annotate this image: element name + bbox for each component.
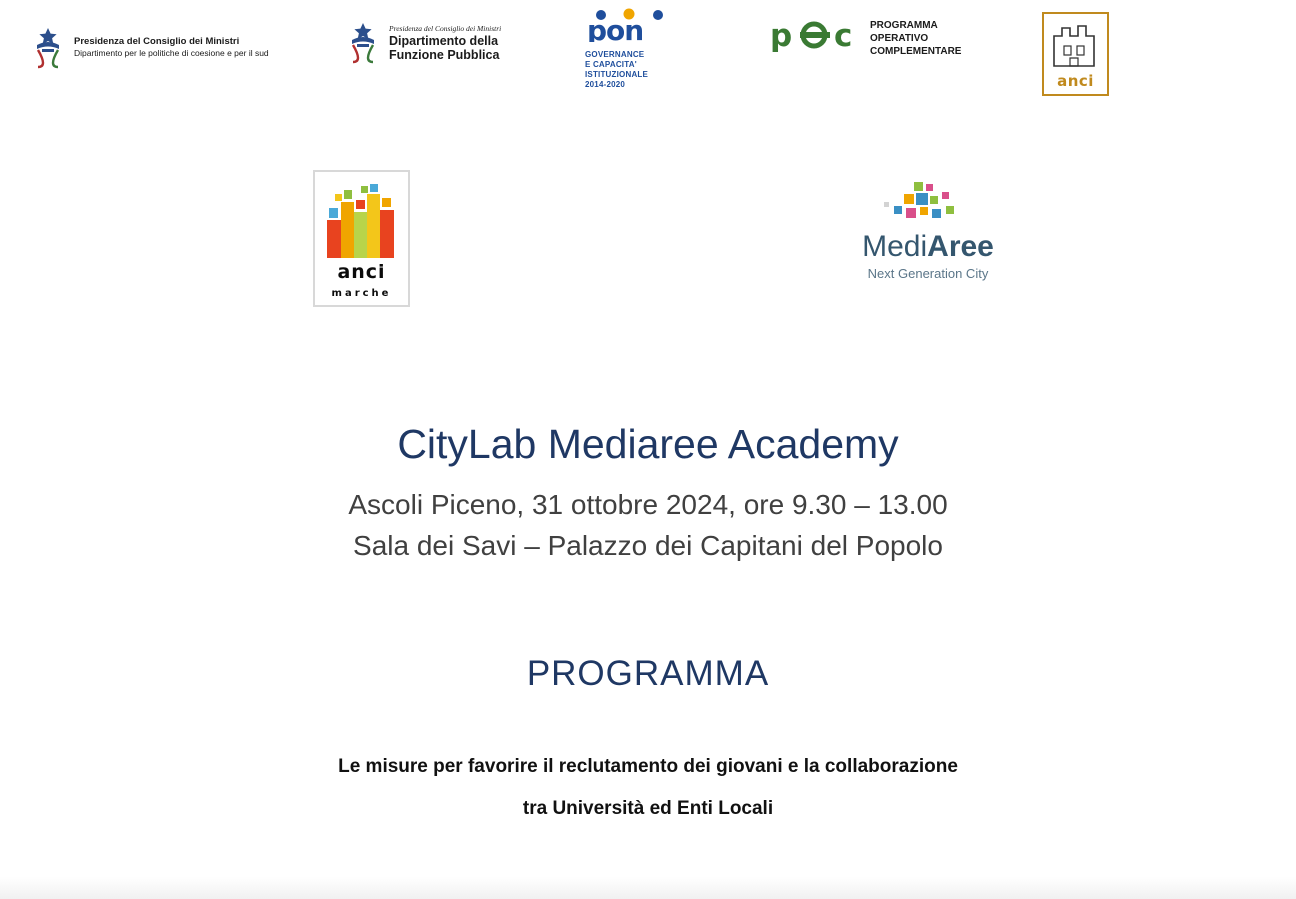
svg-text:p: p [770, 18, 792, 52]
event-theme [0, 746, 1296, 830]
header-logo-strip [0, 0, 1296, 110]
dipartimento-funzione-pubblica-logo [345, 20, 501, 66]
anci-logo-box [1042, 12, 1109, 96]
svg-text:c: c [834, 18, 852, 52]
dfp-logo-text [389, 24, 501, 63]
mediaree-tagline: Next Generation City [867, 266, 989, 281]
anci-wordmark: anci [1057, 72, 1094, 90]
event-datetime: Ascoli Piceno, 31 ottobre 2024, ore 9.30 – 13.00 [348, 489, 948, 521]
pon-wordmark-icon [585, 8, 680, 48]
anci-marche-logo [313, 170, 410, 307]
presidenza-consiglio-ministri-logo [30, 25, 269, 71]
svg-text:pon: pon [587, 14, 644, 42]
section-heading-programma: PROGRAMMA [526, 654, 770, 694]
italian-republic-emblem-icon-2 [345, 20, 381, 66]
pcm-line-1: Presidenza del Consiglio dei Ministri [74, 36, 240, 48]
pon-line-1: GOVERNANCE [585, 50, 645, 59]
pon-governance-logo [585, 8, 680, 90]
mediaree-name-part-1: Medi [862, 230, 928, 263]
dfp-line-2: Funzione Pubblica [389, 48, 500, 62]
anci-marche-wordmark-2: marche [331, 288, 392, 299]
italian-republic-emblem-icon [30, 25, 66, 71]
dfp-line-1: Dipartimento della [389, 33, 499, 48]
poc-line-1: PROGRAMMA [870, 19, 938, 31]
poc-logo [770, 18, 961, 58]
mediaree-logo [838, 180, 1018, 290]
pon-line-2: E CAPACITA' [585, 60, 637, 69]
anci-logo [1042, 12, 1109, 96]
poc-line-3: COMPLEMENTARE [870, 45, 962, 57]
event-theme-line-2: tra Università ed Enti Locali [522, 798, 774, 820]
page-title: CityLab Mediaree Academy [397, 421, 899, 467]
document-content [0, 420, 1296, 830]
poc-wordmark-icon [770, 18, 862, 58]
pon-line-3: ISTITUZIONALE [585, 70, 649, 79]
poc-subtitle [870, 19, 961, 58]
page-bottom-fade [0, 877, 1296, 899]
event-theme-line-1: Le misure per favorire il reclutamento dei giovani e la collaborazione [338, 756, 958, 778]
mediaree-wordmark [838, 232, 1018, 262]
pcm-line-2: Dipartimento per le politiche di coesione e per il sud [74, 48, 269, 58]
dfp-small-line: Presidenza del Consiglio dei Ministri [389, 23, 502, 33]
pon-line-4: 2014-2020 [585, 80, 626, 89]
poc-line-2: OPERATIVO [870, 32, 929, 44]
mediaree-name-part-2: Aree [927, 230, 994, 263]
pon-subtitle [585, 50, 648, 90]
pcm-logo-text [74, 36, 269, 60]
event-venue: Sala dei Savi – Palazzo dei Capitani del Popolo [353, 529, 943, 561]
anci-marche-wordmark-1: anci [337, 261, 386, 283]
